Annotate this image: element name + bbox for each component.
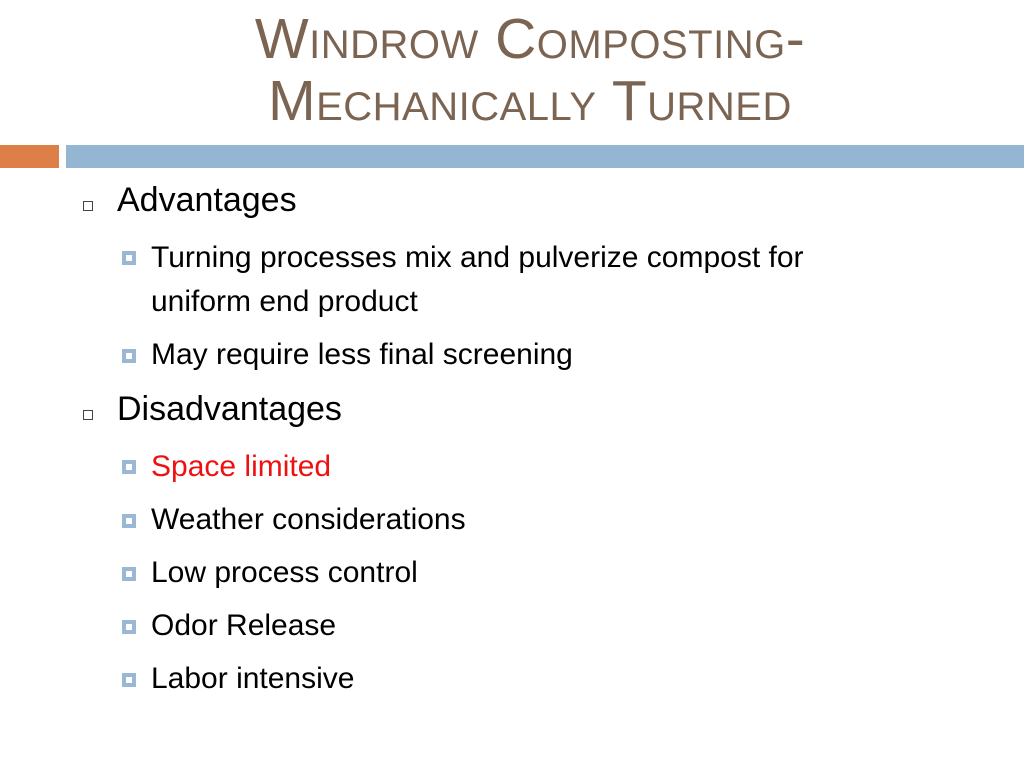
list-item: Labor intensive <box>151 662 355 695</box>
slide-title-line-1: Windrow Composting- <box>254 7 806 71</box>
square-bullet-icon <box>122 514 136 528</box>
square-bullet-icon <box>122 349 136 363</box>
square-bullet-icon <box>122 673 136 687</box>
square-bullet-icon <box>122 460 136 474</box>
list-item: May require less final screening <box>151 338 573 371</box>
square-bullet-icon <box>122 251 136 265</box>
hollow-square-bullet-icon <box>83 410 93 420</box>
square-bullet-icon <box>122 620 136 634</box>
section-heading-disadvantages: Disadvantages <box>117 390 342 428</box>
list-item-continuation: uniform end product <box>151 285 418 318</box>
list-item: Weather considerations <box>151 503 466 536</box>
list-item-highlighted: Space limited <box>151 450 332 483</box>
section-heading-advantages: Advantages <box>117 181 297 219</box>
square-bullet-icon <box>122 567 136 581</box>
list-item: Low process control <box>151 556 418 589</box>
list-item: Odor Release <box>151 609 337 642</box>
list-item: Turning processes mix and pulverize compost for <box>151 241 804 274</box>
slide-title-line-2: Mechanically Turned <box>268 69 792 133</box>
hollow-square-bullet-icon <box>83 201 93 211</box>
